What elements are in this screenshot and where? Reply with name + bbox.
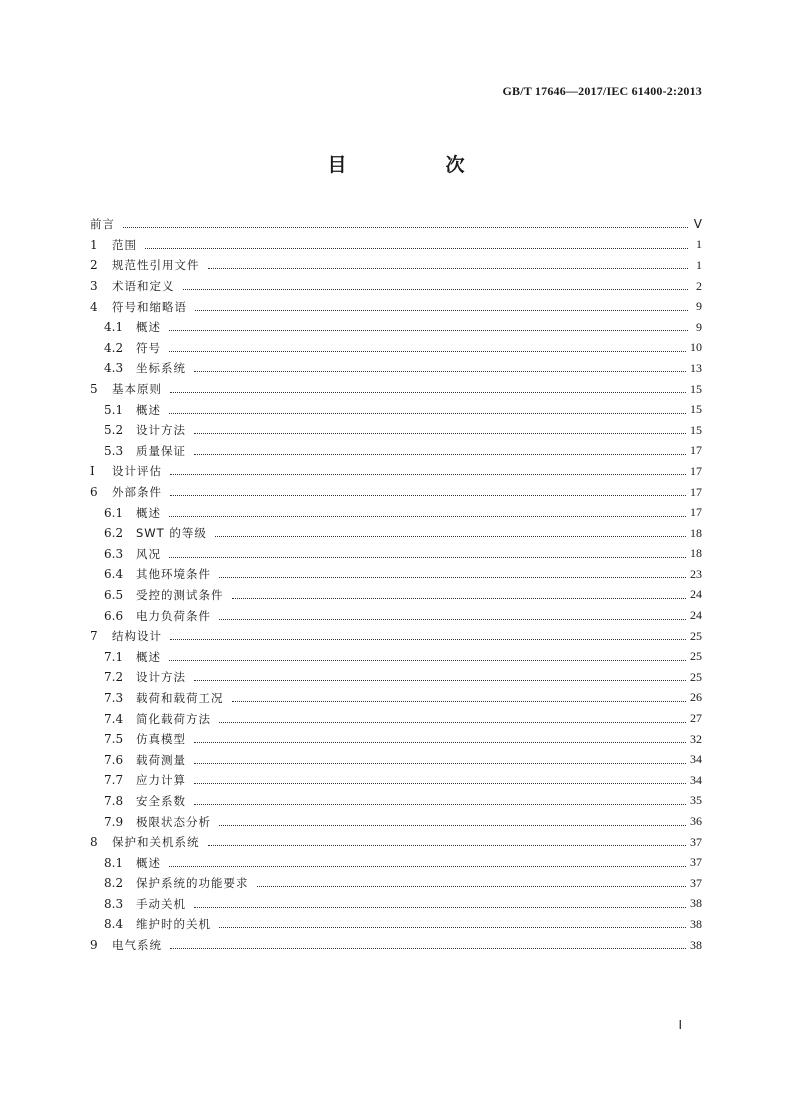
toc-entry[interactable] — [90, 729, 702, 750]
toc-entry-page: 25 — [690, 628, 702, 643]
dot-leader — [194, 741, 686, 743]
dot-leader — [170, 494, 686, 496]
toc-entry-page: 36 — [690, 814, 702, 829]
toc-entry-label: 载荷和载荷工况 — [136, 690, 224, 705]
toc-entry[interactable] — [90, 708, 702, 729]
table-of-contents — [90, 214, 702, 955]
dot-leader — [169, 556, 686, 558]
dot-leader — [145, 247, 688, 249]
toc-entry-number: 1 — [90, 237, 98, 252]
toc-entry-label: 范围 — [112, 237, 137, 252]
toc-entry-number: 5 — [90, 382, 98, 397]
dot-leader — [169, 329, 688, 331]
dot-leader — [208, 267, 689, 269]
dot-leader — [194, 453, 686, 455]
toc-entry-number: 8.2 — [104, 876, 124, 891]
toc-entry[interactable] — [90, 832, 702, 853]
toc-entry-label: 受控的测试条件 — [136, 587, 224, 602]
toc-entry-number: 7.7 — [104, 773, 124, 788]
toc-entry[interactable] — [90, 894, 702, 915]
toc-entry-label: 结构设计 — [112, 629, 162, 644]
toc-entry-page: 24 — [690, 587, 702, 602]
toc-entry-label: 安全系数 — [136, 793, 186, 808]
toc-entry[interactable] — [90, 461, 702, 482]
toc-entry[interactable] — [90, 544, 702, 565]
dot-leader — [215, 535, 686, 537]
dot-leader — [232, 700, 687, 702]
dot-leader — [195, 309, 688, 311]
toc-entry-label: 概述 — [136, 855, 161, 870]
toc-entry-page: 17 — [690, 505, 702, 520]
toc-entry[interactable] — [90, 399, 702, 420]
toc-entry-page: 24 — [690, 608, 702, 623]
toc-entry[interactable] — [90, 749, 702, 770]
toc-entry[interactable] — [90, 482, 702, 503]
dot-leader — [194, 782, 686, 784]
toc-entry[interactable] — [90, 667, 702, 688]
toc-entry-number: 8 — [90, 835, 98, 850]
toc-entry-page: 17 — [690, 443, 702, 458]
toc-entry[interactable] — [90, 255, 702, 276]
toc-entry[interactable] — [90, 276, 702, 297]
toc-entry-page: 17 — [690, 484, 702, 499]
toc-entry-page: 37 — [690, 855, 702, 870]
standard-number-header: GB/T 17646—2017/IEC 61400-2:2013 — [502, 84, 702, 98]
dot-leader — [194, 803, 686, 805]
toc-entry-number: 7.6 — [104, 752, 124, 767]
toc-entry-page: 35 — [690, 793, 702, 808]
dot-leader — [169, 350, 686, 352]
toc-entry-number: 7.9 — [104, 814, 124, 829]
toc-entry[interactable] — [90, 523, 702, 544]
dot-leader — [123, 226, 688, 228]
toc-entry-label: 其他环境条件 — [136, 567, 211, 582]
dot-leader — [219, 618, 686, 620]
toc-entry-number: 9 — [90, 938, 98, 953]
toc-entry-label: 前言 — [90, 217, 115, 232]
toc-entry-page: 15 — [690, 381, 702, 396]
toc-entry-page: Ⅴ — [693, 216, 702, 231]
toc-entry[interactable] — [90, 235, 702, 256]
toc-entry-number: 4.2 — [104, 340, 124, 355]
toc-entry-page: 2 — [696, 278, 702, 293]
dot-leader — [219, 926, 686, 928]
toc-entry-label: 设计方法 — [136, 423, 186, 438]
dot-leader — [169, 659, 686, 661]
toc-entry-number: 8.3 — [104, 896, 124, 911]
toc-entry[interactable] — [90, 626, 702, 647]
toc-entry-number: 7.8 — [104, 793, 124, 808]
toc-entry[interactable] — [90, 564, 702, 585]
toc-entry[interactable] — [90, 811, 702, 832]
toc-entry-label: 术语和定义 — [112, 279, 175, 294]
toc-entry-label: 外部条件 — [112, 485, 162, 500]
toc-entry-label: 仿真模型 — [136, 732, 186, 747]
toc-entry-page: 15 — [690, 402, 702, 417]
toc-entry[interactable] — [90, 317, 702, 338]
dot-leader — [208, 844, 687, 846]
toc-entry[interactable] — [90, 502, 702, 523]
dot-leader — [170, 947, 686, 949]
page-number: Ⅰ — [678, 1018, 682, 1032]
toc-entry-label: 电力负荷条件 — [136, 608, 211, 623]
toc-entry-page: 10 — [690, 340, 702, 355]
toc-entry-label: 保护系统的功能要求 — [136, 876, 249, 891]
toc-entry-page: 37 — [690, 875, 702, 890]
toc-entry-page: 9 — [696, 319, 702, 334]
toc-entry-number: 7.3 — [104, 690, 124, 705]
toc-entry[interactable] — [90, 791, 702, 812]
toc-entry[interactable] — [90, 441, 702, 462]
toc-entry-page: 37 — [690, 834, 702, 849]
toc-entry-number: 7.4 — [104, 711, 124, 726]
toc-entry-number: 4 — [90, 299, 98, 314]
dot-leader — [169, 865, 686, 867]
toc-entry-page: 32 — [690, 731, 702, 746]
toc-entry-label: 简化载荷方法 — [136, 711, 211, 726]
toc-entry-number: 6.3 — [104, 546, 124, 561]
toc-entry-number: 4.1 — [104, 320, 124, 335]
toc-entry-label: 载荷测量 — [136, 752, 186, 767]
toc-entry[interactable] — [90, 605, 702, 626]
dot-leader — [194, 679, 686, 681]
toc-entry[interactable] — [90, 770, 702, 791]
dot-leader — [219, 721, 686, 723]
toc-entry-label: 基本原则 — [112, 382, 162, 397]
toc-entry-label: 极限状态分析 — [136, 814, 211, 829]
dot-leader — [219, 824, 686, 826]
dot-leader — [170, 391, 686, 393]
toc-entry-page: 1 — [696, 237, 702, 252]
toc-entry-number: 7.5 — [104, 732, 124, 747]
toc-entry-number: 5.3 — [104, 443, 124, 458]
toc-entry-label: 保护和关机系统 — [112, 835, 200, 850]
toc-entry-number: 6.4 — [104, 567, 124, 582]
toc-entry-number: 6 — [90, 485, 98, 500]
toc-entry-label: 坐标系统 — [136, 361, 186, 376]
toc-entry-number: 5.2 — [104, 423, 124, 438]
toc-entry-label: 电气系统 — [112, 938, 162, 953]
toc-entry-page: 18 — [690, 546, 702, 561]
toc-entry-page: 38 — [690, 937, 702, 952]
toc-entry-number: 6.2 — [104, 526, 124, 541]
toc-entry-label: 概述 — [136, 505, 161, 520]
toc-entry-label: 手动关机 — [136, 896, 186, 911]
toc-entry-page: 34 — [690, 752, 702, 767]
toc-entry-number: 2 — [90, 258, 98, 273]
toc-entry-label: 维护时的关机 — [136, 917, 211, 932]
page-title: 目 次 — [327, 154, 505, 176]
toc-entry-label: 概述 — [136, 320, 161, 335]
toc-entry-label: 设计评估 — [112, 464, 162, 479]
toc-entry[interactable] — [90, 688, 702, 709]
toc-entry-page: 23 — [690, 566, 702, 581]
dot-leader — [194, 906, 686, 908]
toc-entry-number: 5.1 — [104, 402, 124, 417]
toc-entry-page: 38 — [690, 896, 702, 911]
toc-entry-page: 17 — [690, 463, 702, 478]
dot-leader — [194, 370, 686, 372]
toc-entry-page: 13 — [690, 360, 702, 375]
dot-leader — [257, 885, 687, 887]
toc-entry-label: SWT 的等级 — [136, 526, 207, 541]
toc-entry-number: 7.1 — [104, 649, 124, 664]
toc-entry[interactable] — [90, 646, 702, 667]
toc-entry-label: 符号和缩略语 — [112, 299, 187, 314]
dot-leader — [169, 515, 686, 517]
toc-entry[interactable] — [90, 935, 702, 956]
toc-entry-number: 6.5 — [104, 587, 124, 602]
toc-entry-page: 18 — [690, 525, 702, 540]
dot-leader — [170, 638, 686, 640]
toc-entry-label: 设计方法 — [136, 670, 186, 685]
dot-leader — [194, 432, 686, 434]
toc-entry-label: 质量保证 — [136, 443, 186, 458]
toc-entry[interactable] — [90, 379, 702, 400]
toc-entry-page: 26 — [690, 690, 702, 705]
dot-leader — [232, 597, 687, 599]
toc-entry-number: 6.6 — [104, 608, 124, 623]
toc-entry[interactable] — [90, 358, 702, 379]
toc-entry-number: 8.1 — [104, 855, 124, 870]
toc-entry-number: 8.4 — [104, 917, 124, 932]
toc-entry[interactable] — [90, 296, 702, 317]
dot-leader — [219, 576, 686, 578]
toc-entry-label: 规范性引用文件 — [112, 258, 200, 273]
toc-entry-label: 应力计算 — [136, 773, 186, 788]
toc-entry-number: 7 — [90, 629, 98, 644]
toc-entry-page: 25 — [690, 649, 702, 664]
toc-entry-number: 3 — [90, 279, 98, 294]
toc-entry-number: 7.2 — [104, 670, 124, 685]
dot-leader — [169, 412, 686, 414]
dot-leader — [194, 762, 686, 764]
toc-entry[interactable] — [90, 214, 702, 235]
toc-entry-page: 15 — [690, 422, 702, 437]
toc-entry-page: 27 — [690, 711, 702, 726]
toc-entry-label: 符号 — [136, 340, 161, 355]
toc-entry-page: 1 — [696, 257, 702, 272]
toc-entry-page: 9 — [696, 299, 702, 314]
toc-entry[interactable] — [90, 420, 702, 441]
toc-entry-label: 概述 — [136, 402, 161, 417]
dot-leader — [170, 473, 686, 475]
toc-entry[interactable] — [90, 914, 702, 935]
toc-entry-label: 风况 — [136, 546, 161, 561]
toc-entry-page: 38 — [690, 916, 702, 931]
toc-entry[interactable] — [90, 852, 702, 873]
toc-entry-label: 概述 — [136, 649, 161, 664]
toc-entry[interactable] — [90, 873, 702, 894]
toc-entry-number: 4.3 — [104, 361, 124, 376]
toc-entry-page: 25 — [690, 669, 702, 684]
toc-entry[interactable] — [90, 585, 702, 606]
dot-leader — [183, 288, 689, 290]
toc-entry-number: Ⅰ — [90, 464, 95, 479]
toc-entry-page: 34 — [690, 772, 702, 787]
toc-entry[interactable] — [90, 338, 702, 359]
toc-entry-number: 6.1 — [104, 505, 124, 520]
